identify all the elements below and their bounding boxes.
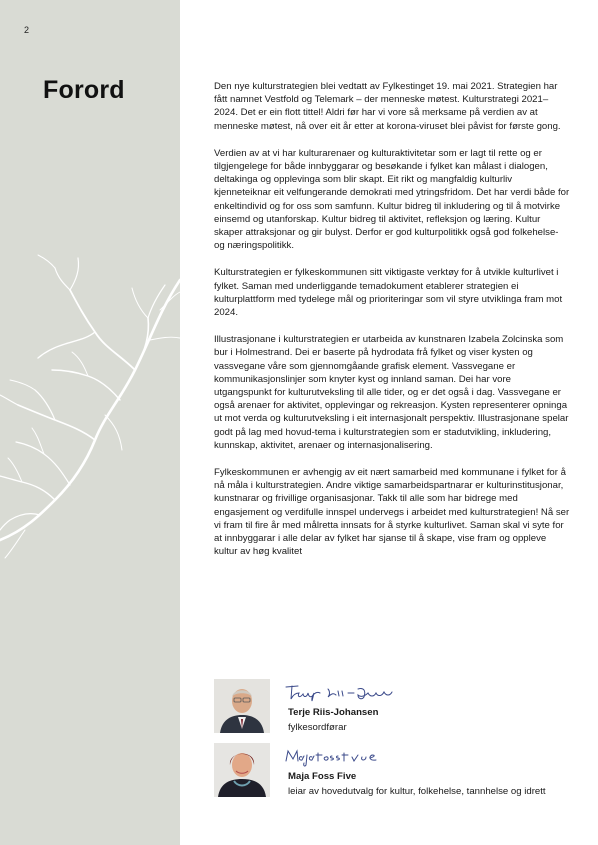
foreword-text <box>214 80 570 573</box>
signatory-role: fylkesordførar <box>288 722 347 733</box>
river-illustration <box>0 240 180 580</box>
signatory-name: Maja Foss Five <box>288 771 357 782</box>
signature-block <box>214 743 574 797</box>
paragraph: Fylkeskommunen er avhengig av eit nært samarbeid med kommunane i fylket for å nå måla i kulturstrategien. Andre viktige samarbeidspartnarar er kulturinstitusjonar, kunstnarar og frivillige organisasjonar. Takk til alle som har bidrege med engasjement og verdifulle innspel undervegs i arbeidet med kulturstrategien! Nå ser vi fram til fire år med målretta innsats for å styrke kulturlivet. Saman skal vi syte for at innbyggarar i alle delar av fylket har sjanse til å skape, vise fram og oppleve kultur av høg kvalitet <box>214 467 570 558</box>
handwritten-signature <box>284 745 394 767</box>
page-title: Forord <box>43 76 125 104</box>
sidebar-panel <box>0 0 180 845</box>
paragraph: Illustrasjonane i kulturstrategien er utarbeida av kunstnaren Izabela Zolcinska som bur i Holmestrand. Dei er baserte på hydrodata frå fylket og viser kysten og vassvegane våre som gjennomgåande grafisk element. Vassvegane er kommunikasjonslinjer som knyter kyst og innland saman. Dei har vore utgangspunkt for kulturutveksling til alle tider, og er det også i dag. Vassvegane er også arenaer for aktivitet, opplevingar og rekreasjon. Kysten representerer opninga ut mot verda og kulturutveksling i eit internasjonalt perspektiv. Illustrasjonane spelar godt på lag med hovud-tema i kulturstrategien som er stadutvikling, inkludering, kunnskap, aktivitet, arenaer og internasjonalisering. <box>214 334 569 451</box>
handwritten-signature <box>284 681 404 703</box>
paragraph: Verdien av at vi har kulturarenaer og kulturaktivitetar som er lagt til rette og er tilgjengelege for både innbyggarar og besøkande i fylket kan målast i dialogen, deltakinga og opplevinga som blir skapt. Eit rikt og mangfaldig kulturliv kjenneteiknar eit velfungerande demokrati med ytringsfridom. Det har verdi både for enkeltindivid og for oss som samfunn. Kultur bidreg til inkludering og til å motvirke einsemd og utanforskap. Kultur bidreg til aktivitet, refleksjon og læring. Kultur skaper attraksjonar og gir bulyst. Derfor er god kulturpolitikk også god folkehelse- og næringspolitikk. <box>214 147 570 252</box>
signatory-role: leiar av hovedutvalg for kultur, folkehelse, tannhelse og idrett <box>288 786 546 797</box>
paragraph: Kulturstrategien er fylkeskommunen sitt viktigaste verktøy for å utvikle kulturlivet i fylket. Saman med underliggande temadokument etablerer strategien ei kulturplattform med tydelege mål og prioriteringar som vil styre utviklinga fram mot 2024. <box>214 267 563 319</box>
paragraph: Den nye kulturstrategien blei vedtatt av Fylkestinget 19. mai 2021. Strategien har fått namnet Vestfold og Telemark – der menneske møtest. Kulturstrategi 2021–2024. Det er ein flott tittel! Aldri før har vi vore så merksame på verdien av at menneske møtest, nå over eit år etter at korona-viruset blei påvist for første gong. <box>214 81 561 132</box>
portrait-photo <box>214 679 270 733</box>
page-number: 2 <box>24 25 30 35</box>
signatory-name: Terje Riis-Johansen <box>288 707 379 718</box>
portrait-photo <box>214 743 270 797</box>
signature-block <box>214 679 574 733</box>
